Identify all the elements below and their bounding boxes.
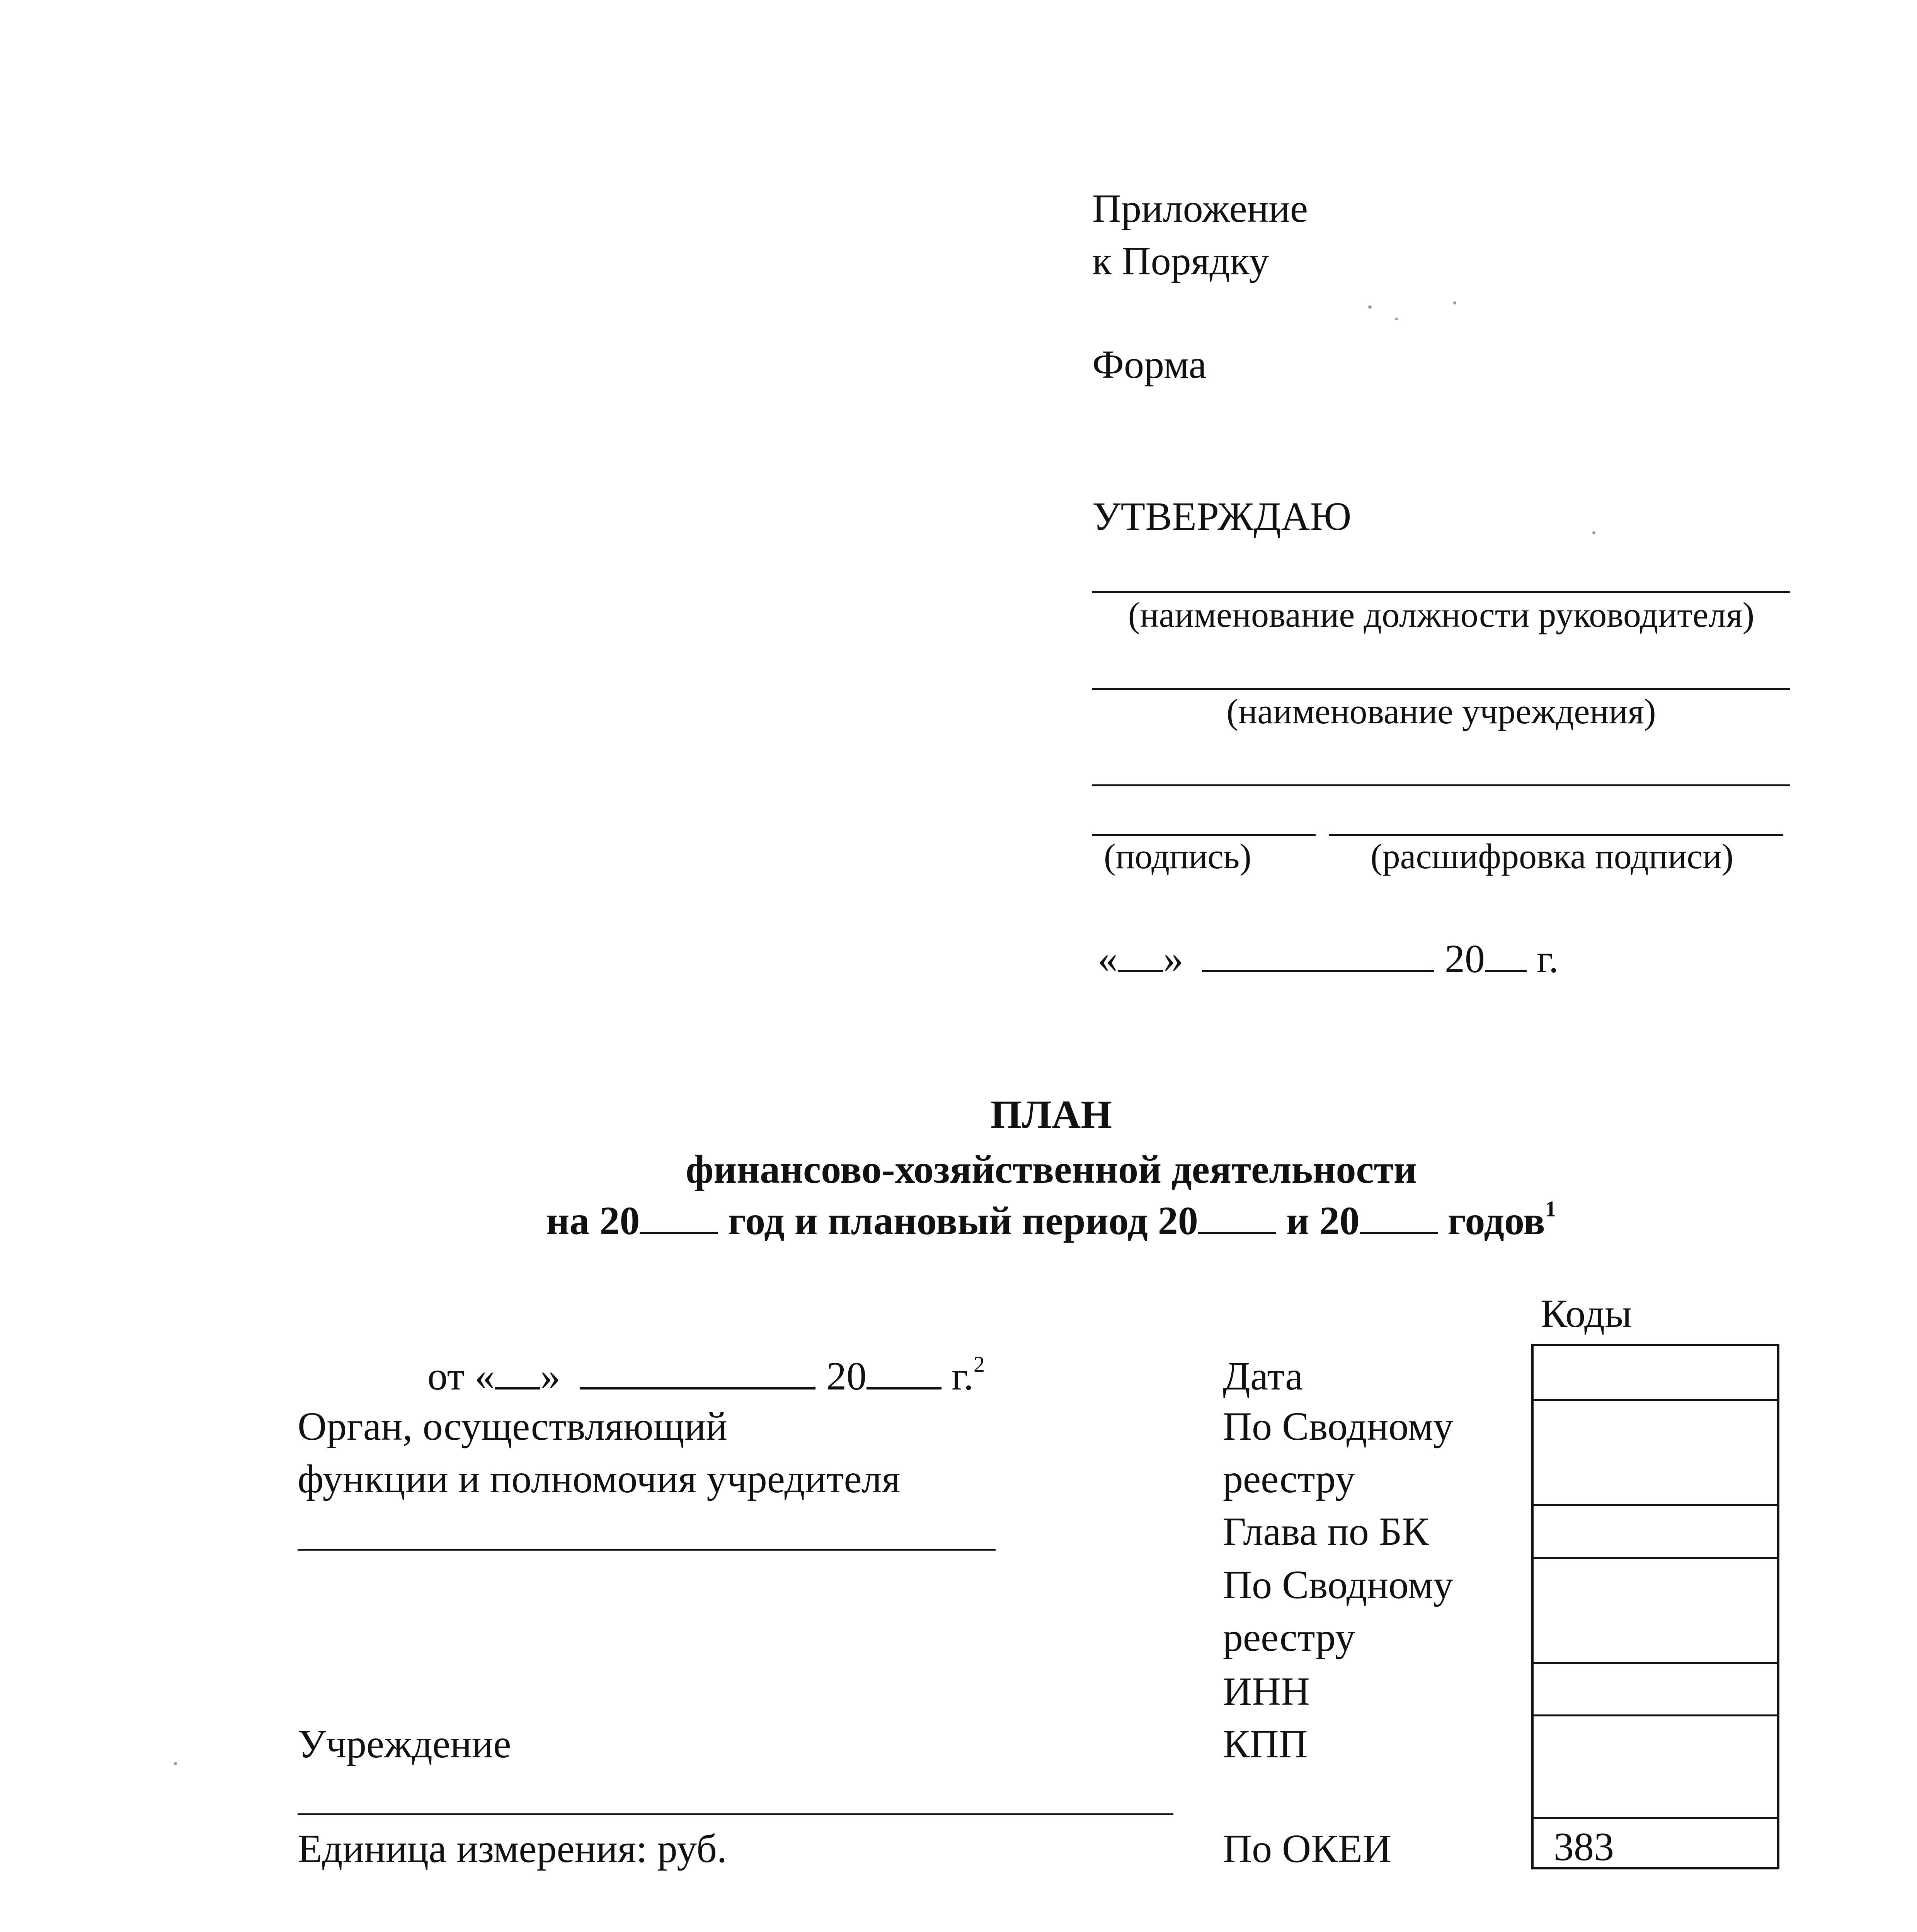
- scan-speck: [174, 1762, 177, 1765]
- institution-name-line: [1092, 688, 1790, 690]
- code-label-bk-chapter: Глава по БК: [1223, 1509, 1429, 1554]
- plan-date-prefix: от «: [427, 1354, 495, 1398]
- code-label-registry1-line1: По Сводному: [1223, 1404, 1454, 1449]
- code-label-registry2-line1: По Сводному: [1223, 1563, 1454, 1607]
- appendix-label-line1: Приложение: [1092, 186, 1308, 231]
- okei-value: 383: [1554, 1825, 1614, 1869]
- institution-caption: (наименование учреждения): [1226, 692, 1656, 731]
- plan-day-blank: [495, 1387, 540, 1389]
- code-label-date: Дата: [1223, 1354, 1303, 1398]
- plan-year-blank: [640, 1231, 718, 1234]
- form-label: Форма: [1092, 342, 1207, 387]
- code-cell-date: [1534, 1346, 1777, 1401]
- plan-month-blank: [580, 1387, 815, 1389]
- signature-line: [1092, 834, 1316, 836]
- codes-header: Коды: [1541, 1291, 1632, 1336]
- scan-speck: [1453, 301, 1456, 304]
- code-cell-kpp: [1534, 1716, 1777, 1819]
- approval-year-prefix: 20: [1445, 937, 1485, 981]
- approve-title: УТВЕРЖДАЮ: [1092, 494, 1352, 539]
- institution-extra-line: [1092, 784, 1790, 786]
- approval-month-blank: [1202, 969, 1434, 972]
- plan-date-close-quote: »: [540, 1354, 561, 1398]
- scan-speck: [1395, 318, 1398, 320]
- signature-decoding-line: [1329, 834, 1783, 836]
- founder-name-line: [298, 1549, 996, 1551]
- code-cell-registry1: [1534, 1401, 1777, 1506]
- plan-year-2-blank: [867, 1387, 941, 1389]
- signature-decoding-caption: (расшифровка подписи): [1371, 837, 1734, 876]
- plan-period-part4: годов: [1447, 1199, 1545, 1243]
- position-caption: (наименование должности руководителя): [1128, 595, 1755, 634]
- approval-date-open-quote: «: [1098, 937, 1118, 981]
- code-cell-registry2: [1534, 1559, 1777, 1664]
- code-label-kpp: КПП: [1223, 1722, 1308, 1766]
- code-label-registry2-line2: реестру: [1223, 1615, 1355, 1660]
- approval-year-suffix: г.: [1537, 937, 1559, 981]
- institution-name-line-2: [298, 1813, 1173, 1815]
- approval-year-blank: [1485, 969, 1527, 972]
- institution-label: Учреждение: [298, 1722, 511, 1766]
- code-label-inn: ИНН: [1223, 1669, 1310, 1714]
- code-label-okei: По ОКЕИ: [1223, 1827, 1392, 1871]
- plan-period-part3: и 20: [1286, 1199, 1360, 1243]
- footnote-mark-1: 1: [1545, 1196, 1556, 1221]
- plan-period-part1: на 20: [546, 1199, 640, 1243]
- signature-caption: (подпись): [1104, 837, 1251, 876]
- codes-table: [1531, 1344, 1779, 1869]
- planning-year1-blank: [1198, 1231, 1276, 1234]
- plan-title: ПЛАН: [990, 1092, 1112, 1137]
- approval-day-blank: [1118, 969, 1163, 972]
- plan-period-part2: год и плановый период 20: [728, 1199, 1198, 1243]
- footnote-mark-2: 2: [974, 1352, 985, 1377]
- plan-subtitle: финансово-хозяйственной деятельности: [686, 1147, 1417, 1192]
- code-label-registry1-line2: реестру: [1223, 1457, 1355, 1501]
- plan-date: [427, 1352, 985, 1398]
- position-line: [1092, 591, 1790, 593]
- plan-date-year-suffix: г.: [952, 1354, 974, 1398]
- plan-date-year-prefix: 20: [826, 1354, 867, 1398]
- approval-date-close-quote: »: [1163, 937, 1183, 981]
- code-cell-bk-chapter: [1534, 1506, 1777, 1559]
- founder-label-line1: Орган, осуществляющий: [298, 1404, 727, 1449]
- scan-speck: [1368, 305, 1372, 309]
- appendix-label-line2: к Порядку: [1092, 239, 1269, 283]
- unit-label: Единица измерения: руб.: [298, 1827, 727, 1871]
- planning-year2-blank: [1360, 1231, 1438, 1234]
- founder-label-line2: функции и полномочия учредителя: [298, 1457, 901, 1501]
- approval-date: [1098, 939, 1559, 979]
- code-cell-okei: [1534, 1819, 1777, 1869]
- code-cell-inn: [1534, 1664, 1777, 1716]
- scan-speck: [1592, 531, 1595, 534]
- plan-period: [0, 1196, 1917, 1243]
